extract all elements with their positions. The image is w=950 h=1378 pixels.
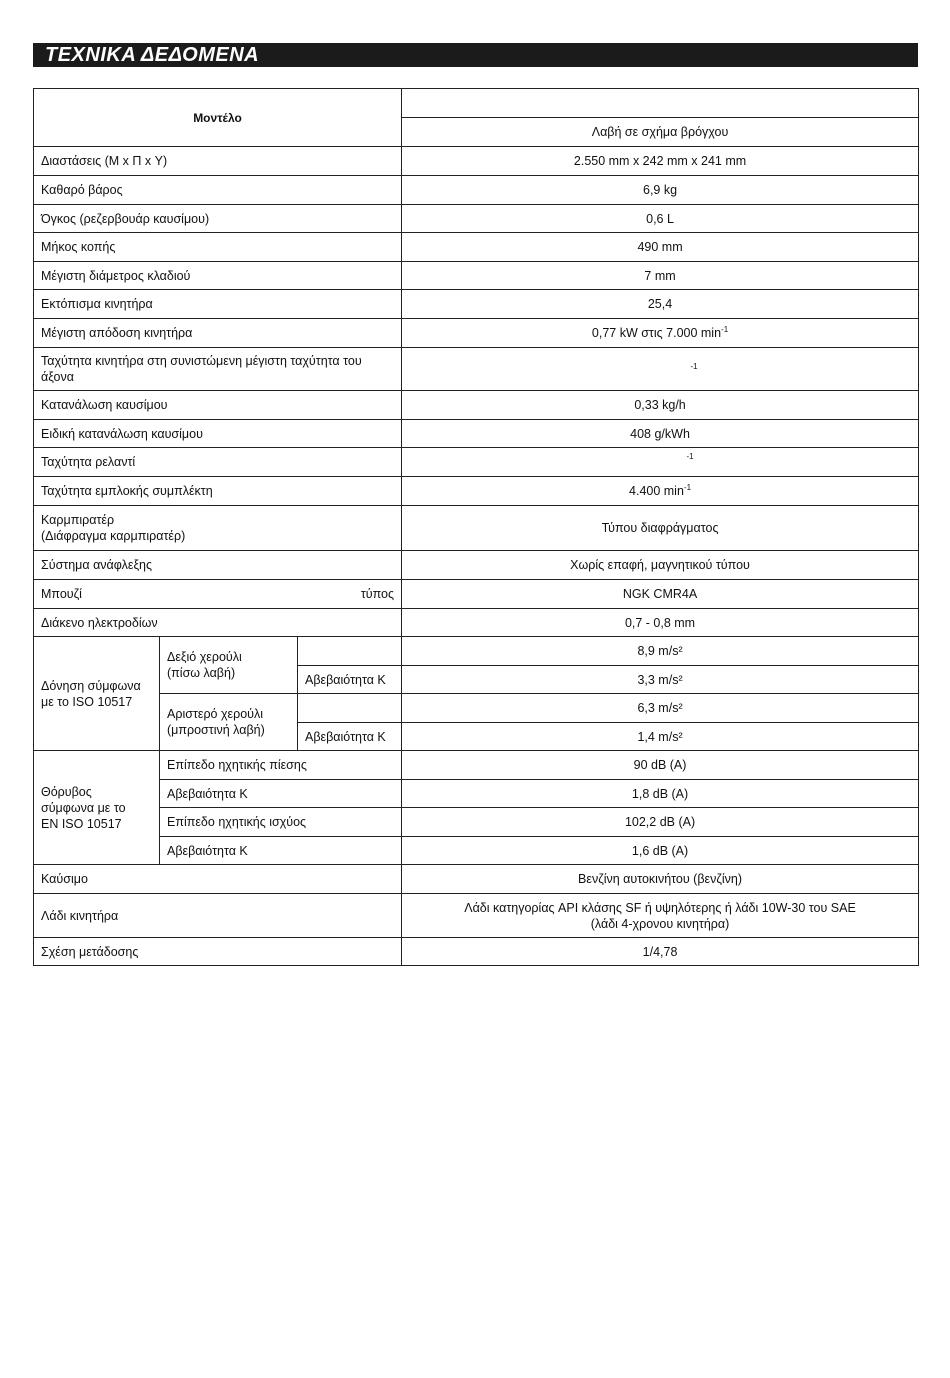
row-value (402, 319, 919, 348)
vibration-label (34, 637, 160, 751)
row-label: Διαστάσεις (Μ x Π x Υ) (34, 147, 402, 176)
table-row (34, 176, 919, 205)
label-line: Δεξιό χερούλι (167, 650, 242, 664)
table-row (34, 290, 919, 319)
table-row (34, 506, 919, 551)
row-value (402, 448, 919, 477)
table-row (34, 205, 919, 233)
section-title-bar (33, 43, 918, 67)
table-row (34, 348, 919, 391)
value-line: (λάδι 4-χρονου κινητήρα) (590, 916, 730, 931)
row-value: 6,9 kg (402, 176, 919, 205)
label-line: (μπροστινή λαβή) (167, 723, 265, 737)
table-row (34, 637, 919, 666)
row-value: 1,6 dB (A) (402, 837, 919, 865)
row-label: Ταχύτητα ρελαντί (34, 448, 402, 477)
row-label: Ταχύτητα εμπλοκής συμπλέκτη (34, 477, 402, 506)
row-value: 490 mm (402, 233, 919, 262)
table-row (34, 609, 919, 637)
table-row (34, 551, 919, 580)
row-value: 8,9 m/s² (402, 637, 919, 666)
row-value: NGK CMR4A (402, 580, 919, 609)
row-value: 90 dB (A) (402, 751, 919, 780)
superscript: -1 (690, 362, 698, 371)
table-row (34, 938, 919, 966)
page-title: ΤΕΧΝΙΚΑ ΔΕΔΟΜΕΝΑ (45, 44, 260, 66)
table-row (34, 751, 919, 780)
table-row (34, 580, 919, 609)
label-text: Μπουζί (41, 587, 82, 601)
right-handle-label (160, 637, 298, 694)
row-value: Τύπου διαφράγματος (402, 506, 919, 551)
row-value: 6,3 m/s² (402, 694, 919, 723)
table-row (34, 894, 919, 938)
table-row (34, 319, 919, 348)
row-value (402, 348, 919, 391)
row-value: 7 mm (402, 262, 919, 290)
row-label (34, 580, 402, 609)
row-value: Βενζίνη αυτοκινήτου (βενζίνη) (402, 865, 919, 894)
row-label: Σύστημα ανάφλεξης (34, 551, 402, 580)
empty-cell (298, 637, 402, 666)
uncertainty-label: Αβεβαιότητα K (160, 837, 402, 865)
superscript: -1 (686, 452, 694, 461)
row-label: Μέγιστη διάμετρος κλαδιού (34, 262, 402, 290)
row-label (34, 506, 402, 551)
row-value: 25,4 (402, 290, 919, 319)
label-line: με το ISO 10517 (41, 694, 133, 709)
value-line: Λάδι κατηγορίας API κλάσης SF ή υψηλότερης ή λάδι 10W-30 του SAE (464, 900, 856, 915)
label-line: (πίσω λαβή) (167, 666, 236, 680)
table-row (34, 448, 919, 477)
uncertainty-label: Αβεβαιότητα K (160, 780, 402, 808)
table-row (34, 233, 919, 262)
table-row (34, 391, 919, 420)
label-line: Καρμπιρατέρ (41, 513, 115, 527)
table-row (34, 865, 919, 894)
label-line: Αριστερό χερούλι (167, 707, 264, 721)
row-label: Λάδι κινητήρα (34, 894, 402, 938)
table-row (34, 477, 919, 506)
row-value: 0,6 L (402, 205, 919, 233)
row-value: 3,3 m/s² (402, 666, 919, 694)
row-value: 1,8 dB (A) (402, 780, 919, 808)
table-row (34, 837, 919, 865)
type-label: τύπος (360, 587, 395, 601)
label-line: EN ISO 10517 (41, 816, 122, 831)
label-line: σύμφωνα με το (41, 800, 126, 815)
noise-label (34, 751, 160, 865)
empty-cell (298, 694, 402, 723)
superscript: -1 (721, 325, 729, 334)
superscript: -1 (683, 483, 692, 492)
row-value: 0,7 - 0,8 mm (402, 609, 919, 637)
label-line: (Διάφραγμα καρμπιρατέρ) (41, 529, 186, 543)
table-row (34, 420, 919, 448)
table-row (34, 808, 919, 837)
value-text: 0,77 kW στις 7.000 min (591, 326, 722, 340)
left-handle-label (160, 694, 298, 751)
label-line: Θόρυβος (41, 784, 92, 799)
row-value (402, 477, 919, 506)
uncertainty-label: Αβεβαιότητα K (298, 723, 402, 751)
value-text: 4.400 min (629, 484, 684, 498)
row-value: 1/4,78 (402, 938, 919, 966)
handle-type: Λαβή σε σχήμα βρόγχου (402, 118, 919, 147)
row-value: 1,4 m/s² (402, 723, 919, 751)
row-value (402, 894, 919, 938)
row-value: 0,33 kg/h (402, 391, 919, 420)
model-label: Μοντέλο (34, 89, 402, 147)
specifications-table (33, 88, 919, 966)
row-label: Μέγιστη απόδοση κινητήρα (34, 319, 402, 348)
row-label: Όγκος (ρεζερβουάρ καυσίμου) (34, 205, 402, 233)
row-value: 2.550 mm x 242 mm x 241 mm (402, 147, 919, 176)
table-row (34, 262, 919, 290)
row-label: Καθαρό βάρος (34, 176, 402, 205)
table-row (34, 780, 919, 808)
row-label: Διάκενο ηλεκτροδίων (34, 609, 402, 637)
row-label: Μήκος κοπής (34, 233, 402, 262)
row-label: Σχέση μετάδοσης (34, 938, 402, 966)
uncertainty-label: Αβεβαιότητα K (298, 666, 402, 694)
model-value (402, 89, 919, 118)
table-row (34, 147, 919, 176)
row-label: Ταχύτητα κινητήρα στη συνιστώμενη μέγιστη ταχύτητα του άξονα (34, 348, 402, 391)
label-line: Δόνηση σύμφωνα (41, 678, 141, 693)
row-label: Κατανάλωση καυσίμου (34, 391, 402, 420)
sound-power-label: Επίπεδο ηχητικής ισχύος (160, 808, 402, 837)
sound-pressure-label: Επίπεδο ηχητικής πίεσης (160, 751, 402, 780)
row-label: Καύσιμο (34, 865, 402, 894)
row-value: Χωρίς επαφή, μαγνητικού τύπου (402, 551, 919, 580)
row-value: 102,2 dB (A) (402, 808, 919, 837)
row-label: Ειδική κατανάλωση καυσίμου (34, 420, 402, 448)
row-label: Εκτόπισμα κινητήρα (34, 290, 402, 319)
table-row (34, 694, 919, 723)
row-value: 408 g/kWh (402, 420, 919, 448)
